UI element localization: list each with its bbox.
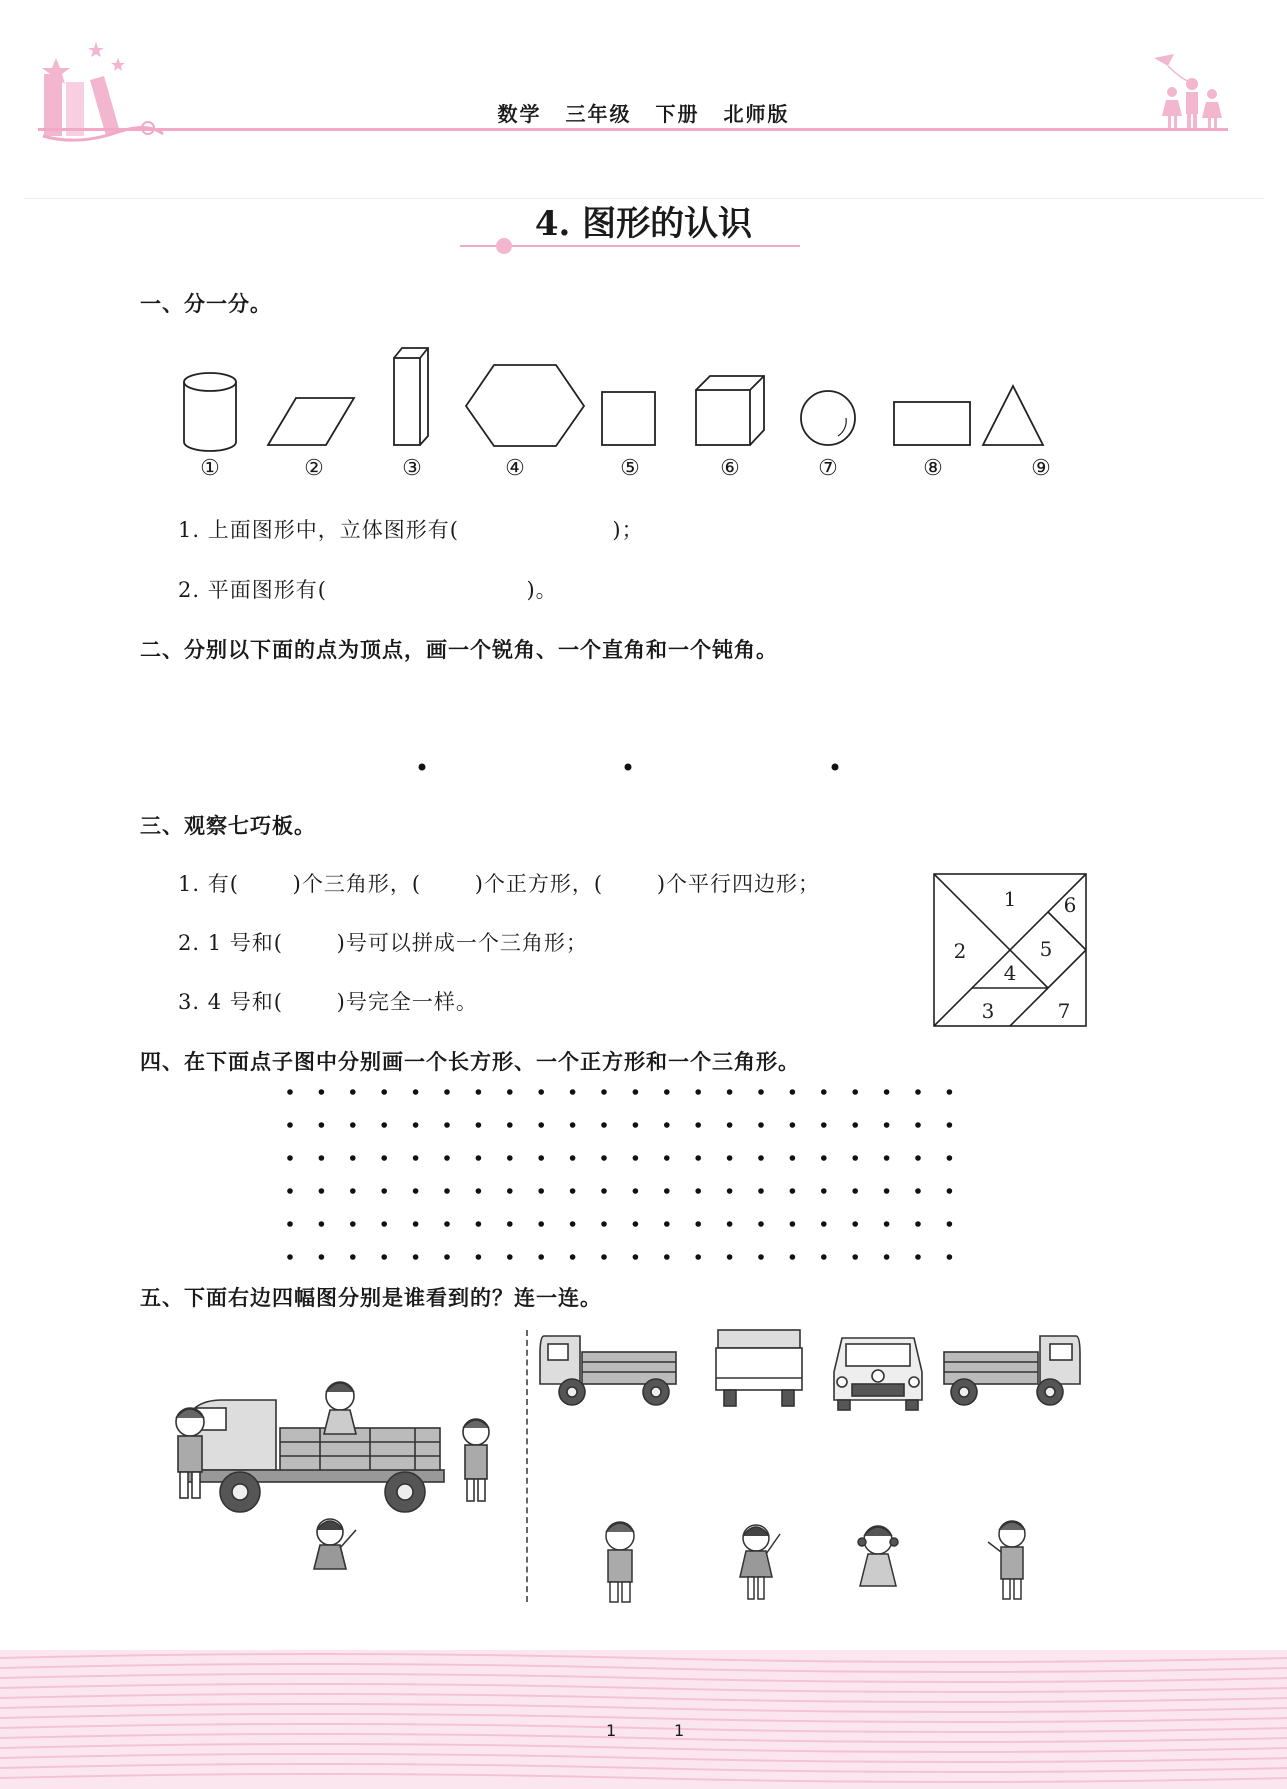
child-bottom-icon (314, 1519, 356, 1569)
grid-dot[interactable] (695, 1155, 701, 1161)
grid-dot[interactable] (350, 1221, 356, 1227)
grid-dot[interactable] (664, 1188, 670, 1194)
grid-dot[interactable] (381, 1122, 387, 1128)
grid-dot[interactable] (758, 1188, 764, 1194)
section1-q1: 1. 上面图形中，立体图形有( )； (178, 518, 644, 542)
grid-dot[interactable] (633, 1122, 639, 1128)
grid-dot[interactable] (287, 1188, 293, 1194)
grid-dot[interactable] (695, 1221, 701, 1227)
grid-dot[interactable] (350, 1089, 356, 1095)
grid-dot[interactable] (350, 1155, 356, 1161)
shape-label-9: ⑨ (1031, 456, 1051, 481)
grid-dot[interactable] (476, 1188, 482, 1194)
truck-side-icon (182, 1400, 444, 1512)
grid-dot[interactable] (319, 1188, 325, 1194)
grid-dot[interactable] (884, 1155, 890, 1161)
grid-dot[interactable] (852, 1155, 858, 1161)
grid-dot[interactable] (664, 1155, 670, 1161)
grid-dot[interactable] (538, 1188, 544, 1194)
truck-view-right-icon (944, 1336, 1080, 1405)
grid-dot[interactable] (538, 1089, 544, 1095)
shape-label-6: ⑥ (720, 456, 740, 481)
grid-dot[interactable] (601, 1122, 607, 1128)
grid-dot[interactable] (821, 1122, 827, 1128)
grid-dot[interactable] (758, 1155, 764, 1161)
grid-dot[interactable] (852, 1188, 858, 1194)
section4-heading: 四、在下面点子图中分别画一个长方形、一个正方形和一个三角形。 (140, 1050, 800, 1074)
grid-dot[interactable] (947, 1089, 953, 1095)
grid-dot[interactable] (507, 1221, 513, 1227)
grid-dot[interactable] (350, 1122, 356, 1128)
square-icon (602, 392, 655, 445)
header-grade: 三年级 (565, 102, 632, 126)
grid-dot[interactable] (381, 1188, 387, 1194)
page-number-left: 1 (606, 1721, 617, 1740)
grid-dot[interactable] (319, 1089, 325, 1095)
grid-dot[interactable] (538, 1254, 544, 1260)
grid-dot[interactable] (664, 1221, 670, 1227)
grid-dot[interactable] (884, 1254, 890, 1260)
grid-dot[interactable] (947, 1122, 953, 1128)
grid-dot[interactable] (821, 1155, 827, 1161)
parallelogram-icon (268, 398, 354, 445)
section3-heading: 三、观察七巧板。 (140, 814, 316, 838)
grid-dot[interactable] (947, 1155, 953, 1161)
grid-dot[interactable] (601, 1221, 607, 1227)
circle-icon (801, 391, 855, 445)
grid-dot[interactable] (413, 1254, 419, 1260)
grid-dot[interactable] (915, 1155, 921, 1161)
child-3-icon[interactable] (858, 1526, 898, 1586)
grid-dot[interactable] (476, 1122, 482, 1128)
grid-dot[interactable] (852, 1089, 858, 1095)
tangram-label-5: 5 (1039, 937, 1053, 961)
grid-dot[interactable] (476, 1254, 482, 1260)
child-1-icon[interactable] (606, 1522, 634, 1602)
grid-dot[interactable] (633, 1155, 639, 1161)
grid-dot[interactable] (852, 1122, 858, 1128)
grid-dot[interactable] (852, 1254, 858, 1260)
grid-dot[interactable] (381, 1089, 387, 1095)
grid-dot[interactable] (790, 1188, 796, 1194)
truck-views (536, 1326, 1096, 1426)
grid-dot[interactable] (664, 1254, 670, 1260)
section1-q2: 2. 平面图形有( )。 (178, 578, 558, 602)
grid-dot[interactable] (350, 1254, 356, 1260)
grid-dot[interactable] (727, 1155, 733, 1161)
grid-dot[interactable] (444, 1122, 450, 1128)
grid-dot[interactable] (350, 1188, 356, 1194)
grid-dot[interactable] (947, 1254, 953, 1260)
scene-truck-children (160, 1370, 500, 1590)
grid-dot[interactable] (538, 1122, 544, 1128)
rectangle-icon (894, 402, 970, 445)
grid-dot[interactable] (884, 1089, 890, 1095)
grid-dot[interactable] (821, 1089, 827, 1095)
grid-dot[interactable] (507, 1254, 513, 1260)
grid-dot[interactable] (884, 1221, 890, 1227)
child-right-icon (463, 1419, 489, 1501)
truck-view-front-icon (834, 1338, 922, 1410)
grid-dot[interactable] (758, 1254, 764, 1260)
section3-q1: 1. 有( )个三角形，( )个正方形，( )个平行四边形； (178, 872, 821, 896)
shape-label-8: ⑧ (923, 456, 943, 481)
grid-dot[interactable] (821, 1254, 827, 1260)
grid-dot[interactable] (287, 1089, 293, 1095)
grid-dot[interactable] (319, 1122, 325, 1128)
cuboid-icon (394, 348, 428, 445)
shape-label-4: ④ (505, 456, 525, 481)
children-row (580, 1516, 1060, 1606)
grid-dot[interactable] (507, 1188, 513, 1194)
grid-dot[interactable] (695, 1089, 701, 1095)
grid-dot[interactable] (633, 1221, 639, 1227)
grid-dot[interactable] (601, 1089, 607, 1095)
grid-dot[interactable] (444, 1221, 450, 1227)
vertex-point-3 (832, 764, 839, 771)
grid-dot[interactable] (790, 1221, 796, 1227)
grid-dot[interactable] (915, 1122, 921, 1128)
header-volume: 下册 (655, 102, 700, 126)
cylinder-icon (184, 373, 236, 451)
grid-dot[interactable] (633, 1188, 639, 1194)
grid-dot[interactable] (727, 1221, 733, 1227)
truck-view-back-icon (716, 1330, 802, 1406)
grid-dot[interactable] (633, 1089, 639, 1095)
grid-dot[interactable] (413, 1089, 419, 1095)
truck-view-left-icon (540, 1336, 676, 1405)
grid-dot[interactable] (758, 1221, 764, 1227)
header-edition: 北师版 (723, 102, 790, 126)
grid-dot[interactable] (319, 1155, 325, 1161)
grid-dot[interactable] (727, 1089, 733, 1095)
children-kite-icon (1150, 52, 1230, 132)
grid-dot[interactable] (319, 1221, 325, 1227)
grid-dot[interactable] (444, 1155, 450, 1161)
hexagon-icon (466, 365, 584, 446)
grid-dot[interactable] (915, 1089, 921, 1095)
grid-dot[interactable] (633, 1254, 639, 1260)
grid-dot[interactable] (538, 1221, 544, 1227)
grid-dot[interactable] (476, 1089, 482, 1095)
grid-dot[interactable] (570, 1188, 576, 1194)
grid-dot[interactable] (821, 1188, 827, 1194)
grid-dot[interactable] (570, 1221, 576, 1227)
grid-dot[interactable] (758, 1122, 764, 1128)
grid-dot[interactable] (601, 1155, 607, 1161)
grid-dot[interactable] (884, 1188, 890, 1194)
tangram-label-7: 7 (1057, 999, 1071, 1023)
grid-dot[interactable] (790, 1155, 796, 1161)
section2-heading: 二、分别以下面的点为顶点，画一个锐角、一个直角和一个钝角。 (140, 638, 778, 662)
child-2-icon[interactable] (740, 1525, 780, 1599)
grid-dot[interactable] (444, 1188, 450, 1194)
grid-dot[interactable] (507, 1155, 513, 1161)
cube-icon (696, 376, 764, 445)
header-title (0, 98, 1287, 127)
grid-dot[interactable] (413, 1188, 419, 1194)
grid-dot[interactable] (727, 1254, 733, 1260)
grid-dot[interactable] (507, 1089, 513, 1095)
section5-heading: 五、下面右边四幅图分别是谁看到的？连一连。 (140, 1286, 602, 1310)
triangle-icon (983, 386, 1043, 445)
tangram-label-2: 2 (953, 939, 967, 963)
grid-dot[interactable] (695, 1188, 701, 1194)
shape-label-3: ③ (402, 456, 422, 481)
grid-dot[interactable] (538, 1155, 544, 1161)
grid-dot[interactable] (852, 1221, 858, 1227)
tangram-label-6: 6 (1063, 893, 1077, 917)
grid-dot[interactable] (695, 1254, 701, 1260)
grid-dot[interactable] (915, 1188, 921, 1194)
shape-label-5: ⑤ (620, 456, 640, 481)
tangram-label-4: 4 (1003, 961, 1017, 985)
shape-label-1: ① (200, 456, 220, 481)
grid-dot[interactable] (413, 1221, 419, 1227)
footer-stripes (0, 1650, 1287, 1789)
grid-dot[interactable] (444, 1089, 450, 1095)
grid-dot[interactable] (821, 1221, 827, 1227)
dot-grid[interactable] (280, 1080, 970, 1270)
grid-dot[interactable] (664, 1122, 670, 1128)
tangram-label-1: 1 (1003, 887, 1017, 911)
grid-dot[interactable] (287, 1254, 293, 1260)
divider-dashed (526, 1330, 528, 1602)
grid-dot[interactable] (915, 1254, 921, 1260)
grid-dot[interactable] (695, 1122, 701, 1128)
grid-dot[interactable] (476, 1155, 482, 1161)
grid-dot[interactable] (570, 1254, 576, 1260)
grid-dot[interactable] (664, 1089, 670, 1095)
grid-dot[interactable] (601, 1254, 607, 1260)
page-title: 4. 图形的认识 (534, 204, 753, 244)
grid-dot[interactable] (915, 1221, 921, 1227)
shape-label-7: ⑦ (818, 456, 838, 481)
grid-dot[interactable] (758, 1089, 764, 1095)
child-4-icon[interactable] (988, 1521, 1025, 1599)
grid-dot[interactable] (381, 1254, 387, 1260)
grid-dot[interactable] (287, 1122, 293, 1128)
grid-dot[interactable] (319, 1254, 325, 1260)
header (0, 0, 1287, 200)
vertex-point-2 (625, 764, 632, 771)
section3-q3: 3. 4 号和( )号完全一样。 (178, 990, 478, 1014)
grid-dot[interactable] (884, 1122, 890, 1128)
grid-dot[interactable] (570, 1089, 576, 1095)
grid-dot[interactable] (413, 1122, 419, 1128)
grid-dot[interactable] (287, 1155, 293, 1161)
page-number-right: 1 (674, 1721, 685, 1740)
grid-dot[interactable] (947, 1188, 953, 1194)
section1-heading: 一、分一分。 (140, 292, 272, 316)
grid-dot[interactable] (476, 1221, 482, 1227)
grid-dot[interactable] (570, 1155, 576, 1161)
section3-q2: 2. 1 号和( )号可以拼成一个三角形； (178, 931, 588, 955)
grid-dot[interactable] (790, 1254, 796, 1260)
grid-dot[interactable] (947, 1221, 953, 1227)
vertex-point-1 (419, 764, 426, 771)
grid-dot[interactable] (444, 1254, 450, 1260)
child-left-icon (176, 1408, 204, 1498)
grid-dot[interactable] (601, 1188, 607, 1194)
grid-dot[interactable] (507, 1122, 513, 1128)
grid-dot[interactable] (413, 1155, 419, 1161)
grid-dot[interactable] (727, 1188, 733, 1194)
tangram-figure (930, 870, 1090, 1030)
title-underline (460, 234, 800, 258)
child-top-icon (324, 1382, 356, 1434)
shape-label-2: ② (304, 456, 324, 481)
grid-dot[interactable] (570, 1122, 576, 1128)
header-subject: 数学 (497, 102, 542, 126)
grid-dot[interactable] (381, 1155, 387, 1161)
grid-dot[interactable] (727, 1122, 733, 1128)
grid-dot[interactable] (287, 1221, 293, 1227)
grid-dot[interactable] (381, 1221, 387, 1227)
grid-dot[interactable] (790, 1122, 796, 1128)
grid-dot[interactable] (790, 1089, 796, 1095)
tangram-label-3: 3 (981, 999, 995, 1023)
header-rule (38, 128, 1228, 131)
shapes-row (170, 340, 1090, 460)
vertex-points (400, 755, 860, 779)
